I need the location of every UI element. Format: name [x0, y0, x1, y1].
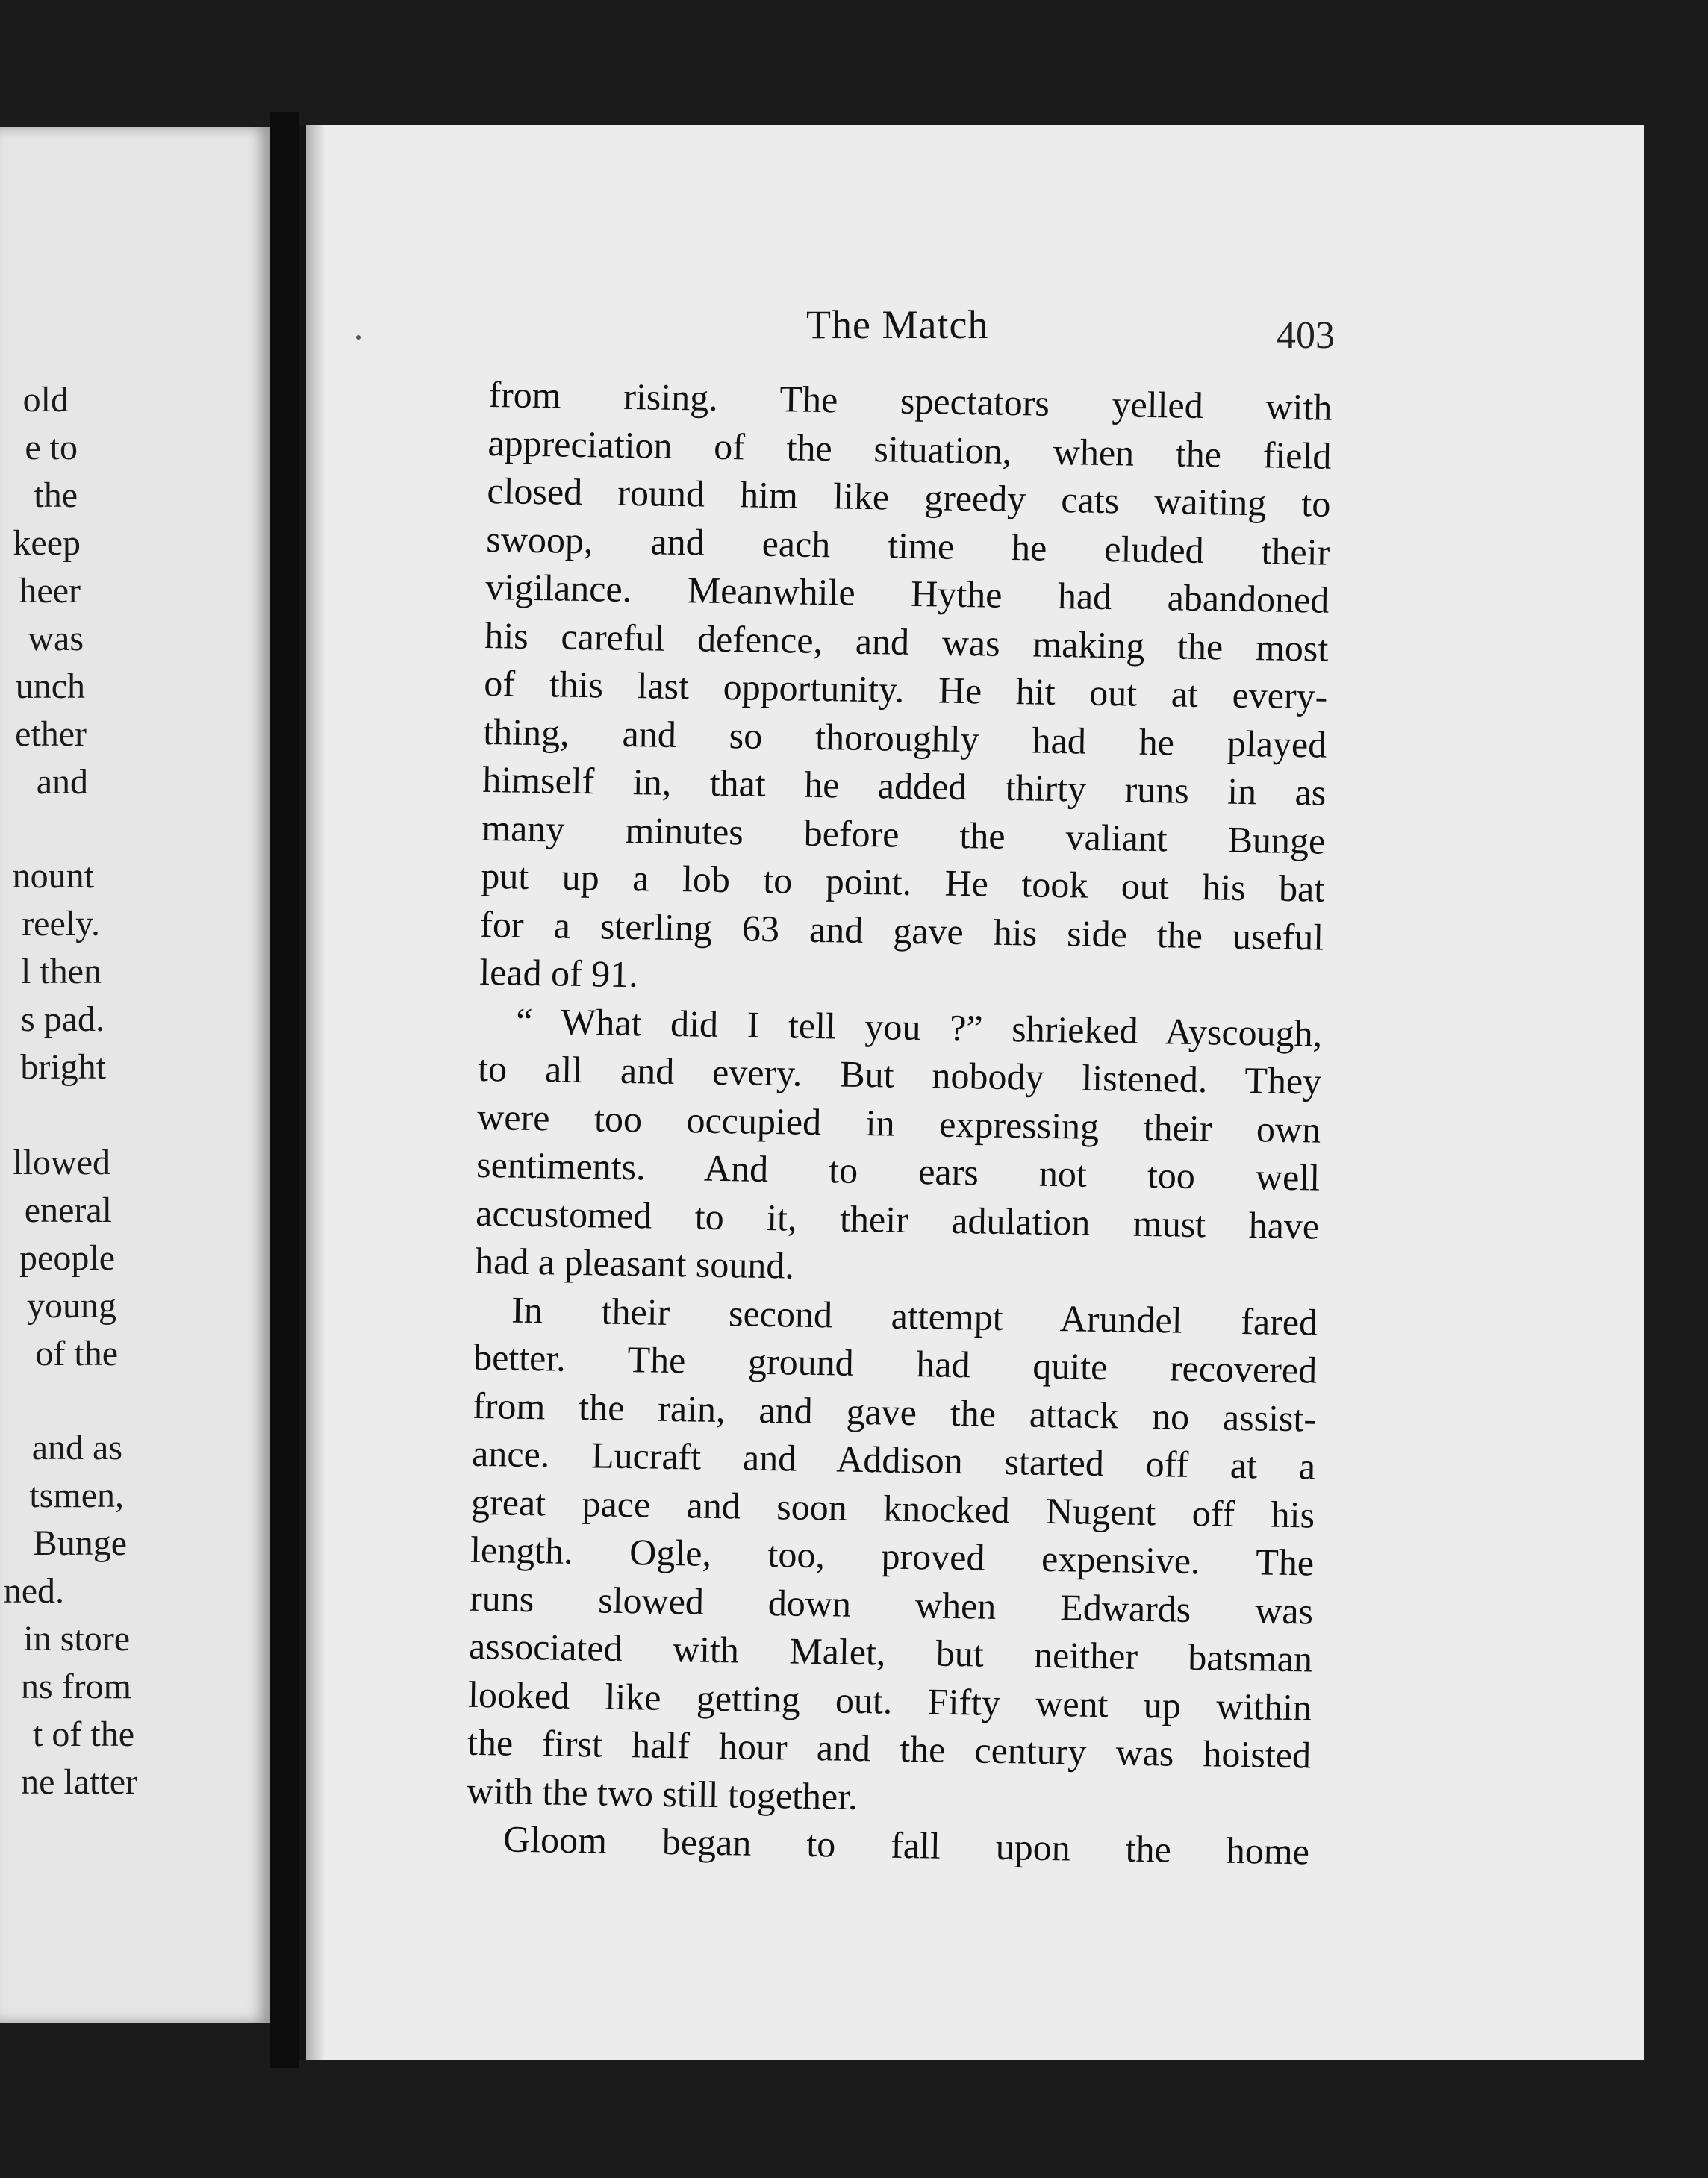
text-line: thing, and so thoroughly had he played — [482, 710, 1327, 766]
left-page-line: was — [28, 619, 84, 658]
left-page-line: heer — [19, 571, 81, 611]
text-line: of this last opportunity. He hit out at every- — [483, 661, 1328, 717]
left-page-line: unch — [15, 667, 85, 706]
left-page-line: s pad. — [21, 999, 105, 1039]
text-line: great pace and soon knocked Nugent off his — [470, 1480, 1315, 1536]
left-page-line: young — [27, 1286, 116, 1326]
left-page-line: and as — [31, 1428, 122, 1467]
left-page-line: the — [34, 475, 78, 515]
text-line: associated with Malet, but neither batsman — [468, 1624, 1313, 1680]
body-text — [466, 370, 1333, 1876]
left-page-line: keep — [13, 523, 81, 563]
left-page-line: ns from — [21, 1667, 131, 1706]
text-line: his careful defence, and was making the most — [484, 614, 1329, 670]
text-line: with the two still together. — [466, 1769, 858, 1817]
text-line: from rising. The spectators yelled with — [488, 372, 1333, 428]
stray-mark — [356, 335, 361, 340]
page-number: 403 — [1277, 314, 1335, 357]
text-line: himself in, that he added thirty runs in as — [481, 758, 1327, 814]
text-line: the first half hour and the century was hoisted — [467, 1720, 1312, 1776]
text-line: better. The ground had quite recovered — [473, 1335, 1318, 1391]
left-page-line: nount — [12, 856, 94, 896]
text-line: for a sterling 63 and gave his side the useful — [479, 902, 1324, 958]
text-line: to all and every. But nobody listened. They — [477, 1046, 1322, 1102]
text-line: “ What did I tell you ?” shrieked Ayscough, — [515, 999, 1323, 1055]
text-line: put up a lob to point. He took out his bat — [480, 854, 1325, 910]
left-page-line: of the — [35, 1334, 118, 1373]
text-line: vigilance. Meanwhile Hythe had abandoned — [485, 565, 1330, 621]
left-page-line: t of the — [33, 1714, 134, 1754]
text-line: many minutes before the valiant Bunge — [481, 806, 1326, 862]
left-page-line: ether — [15, 714, 87, 754]
left-page — [0, 127, 270, 2023]
left-page-line: reely. — [22, 904, 100, 943]
left-page-line: e to — [25, 428, 78, 467]
text-line: length. Ogle, too, proved expensive. The — [470, 1528, 1315, 1584]
text-line: closed round him like greedy cats waiting to — [487, 469, 1331, 525]
text-line: had a pleasant sound. — [474, 1239, 795, 1287]
left-page-line: llowed — [13, 1143, 110, 1182]
left-page-line: and — [36, 762, 88, 802]
left-page-line: ned. — [3, 1571, 64, 1611]
text-line: appreciation of the situation, when the field — [487, 421, 1332, 477]
text-line: sentiments. And to ears not too well — [476, 1143, 1321, 1199]
text-line: In their second attempt Arundel fared — [511, 1288, 1318, 1344]
text-line: from the rain, and gave the attack no assist- — [472, 1384, 1317, 1440]
left-page-line: tsmen, — [29, 1476, 124, 1515]
left-page-line: bright — [20, 1047, 106, 1087]
left-page-line: Bunge — [33, 1523, 127, 1563]
left-page-line: eneral — [24, 1191, 112, 1230]
book-gutter — [270, 112, 299, 2068]
running-head: The Match — [806, 302, 989, 347]
left-page-line: old — [22, 380, 69, 419]
right-page — [299, 125, 1644, 2060]
text-line: swoop, and each time he eluded their — [486, 517, 1330, 573]
text-line: looked like getting out. Fifty went up within — [467, 1673, 1312, 1729]
text-line: accustomed to it, their adulation must have — [475, 1191, 1320, 1247]
left-page-line: l then — [21, 952, 102, 991]
text-line: ance. Lucraft and Addison started off at a — [471, 1432, 1316, 1488]
text-line: were too occupied in expressing their own — [476, 1095, 1321, 1151]
left-page-line: people — [19, 1238, 115, 1278]
text-line: Gloom began to fall upon the home — [502, 1817, 1310, 1873]
left-page-line: ne latter — [21, 1762, 137, 1802]
text-line: lead of 91. — [479, 950, 639, 996]
left-page-line: in store — [23, 1619, 130, 1659]
text-line: runs slowed down when Edwards was — [469, 1576, 1314, 1632]
